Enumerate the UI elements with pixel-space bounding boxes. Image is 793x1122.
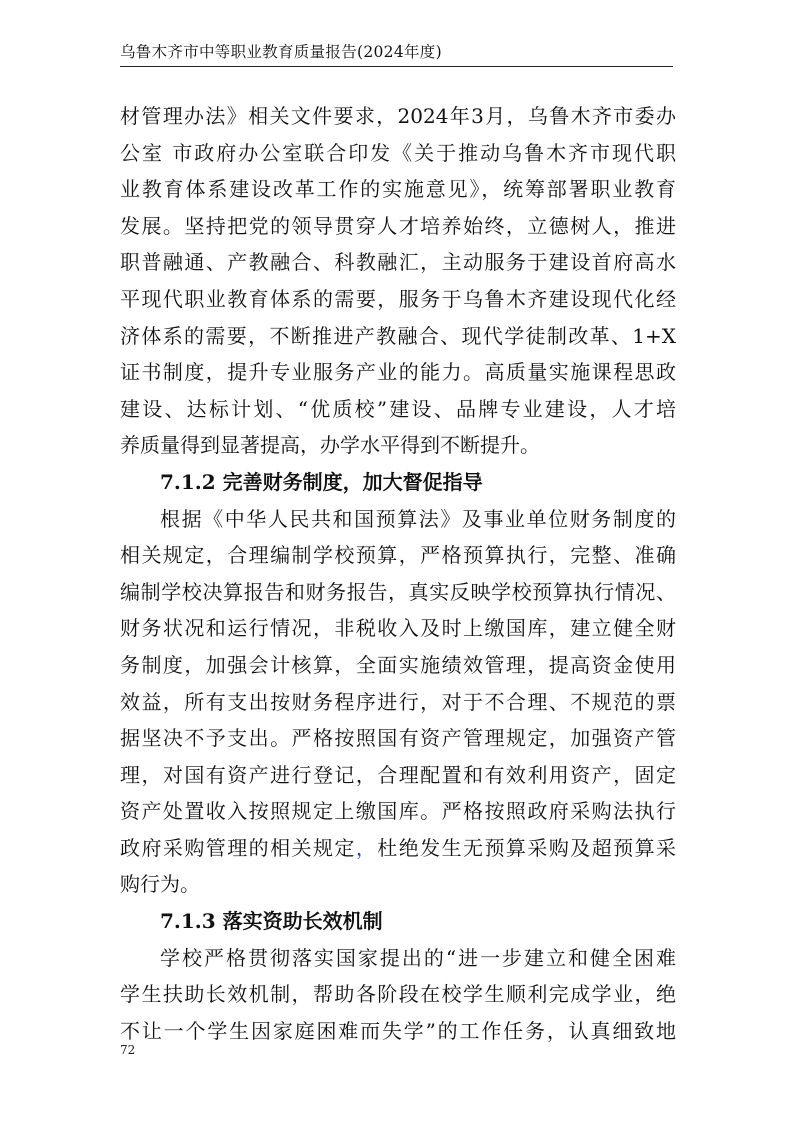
section-heading-7-1-2: 7.1.2 完善财务制度，加大督促指导: [160, 469, 483, 494]
text-line: 不让一个学生因家庭困难而失学”的工作任务，认真细致地: [120, 1018, 676, 1043]
section-heading-7-1-3: 7.1.3 落实资助长效机制: [160, 909, 383, 934]
text-line: 编制学校决算报告和财务报告，真实反映学校预算执行情况、: [120, 579, 676, 604]
page-header: [120, 38, 673, 67]
text-segment: 杜绝发生无预算采购及超预算采: [377, 835, 676, 860]
text-line: 据坚决不予支出。严格按照国有资产管理规定，加强资产管: [120, 726, 676, 751]
text-line: 学生扶助长效机制，帮助各阶段在校学生顺利完成学业，绝: [120, 982, 676, 1007]
page-number: 72: [120, 1043, 136, 1057]
text-line: 资产处置收入按照规定上缴国库。严格按照政府采购法执行: [120, 799, 676, 824]
text-line: 材管理办法》相关文件要求，2024年3月，乌鲁木齐市委办: [120, 104, 676, 128]
text-line-mixed: [120, 830, 676, 867]
text-line: 职普融通、产教融合、科教融汇，主动服务于建设首府高水: [120, 250, 676, 275]
header-title: 乌鲁木齐市中等职业教育质量报告(2024年度): [120, 43, 442, 61]
text-line: 公室 市政府办公室联合印发《关于推动乌鲁木齐市现代职: [120, 140, 676, 165]
text-line: 相关规定，合理编制学校预算，严格预算执行，完整、准确: [120, 543, 676, 568]
blue-comma: ，: [355, 835, 378, 860]
text-line: 建设、达标计划、“优质校”建设、品牌专业建设，人才培: [120, 396, 676, 421]
text-line: 养质量得到显著提高，办学水平得到不断提升。: [120, 433, 540, 458]
text-line: 根据《中华人民共和国预算法》及事业单位财务制度的: [160, 506, 676, 531]
text-line: 理，对国有资产进行登记，合理配置和有效利用资产，固定: [120, 762, 676, 787]
text-line: 证书制度，提升专业服务产业的能力。高质量实施课程思政: [120, 360, 676, 385]
text-line: 购行为。: [120, 872, 200, 897]
body-text: [120, 98, 676, 1049]
text-line: 业教育体系建设改革工作的实施意见》，统筹部署职业教育: [120, 177, 676, 202]
text-line: 平现代职业教育体系的需要，服务于乌鲁木齐建设现代化经: [120, 286, 676, 311]
text-line: 学校严格贯彻落实国家提出的“进一步建立和健全困难: [160, 945, 676, 970]
text-line: 发展。坚持把党的领导贯穿人才培养始终，立德树人，推进: [120, 213, 676, 238]
text-line: 效益，所有支出按财务程序进行，对于不合理、不规范的票: [120, 689, 676, 714]
text-line: 财务状况和运行情况，非税收入及时上缴国库，建立健全财: [120, 616, 676, 641]
text-line: 济体系的需要，不断推进产教融合、现代学徒制改革、1+X: [120, 323, 676, 348]
text-segment: 政府采购管理的相关规定: [120, 835, 356, 860]
text-line: 务制度，加强会计核算，全面实施绩效管理，提高资金使用: [120, 652, 676, 677]
